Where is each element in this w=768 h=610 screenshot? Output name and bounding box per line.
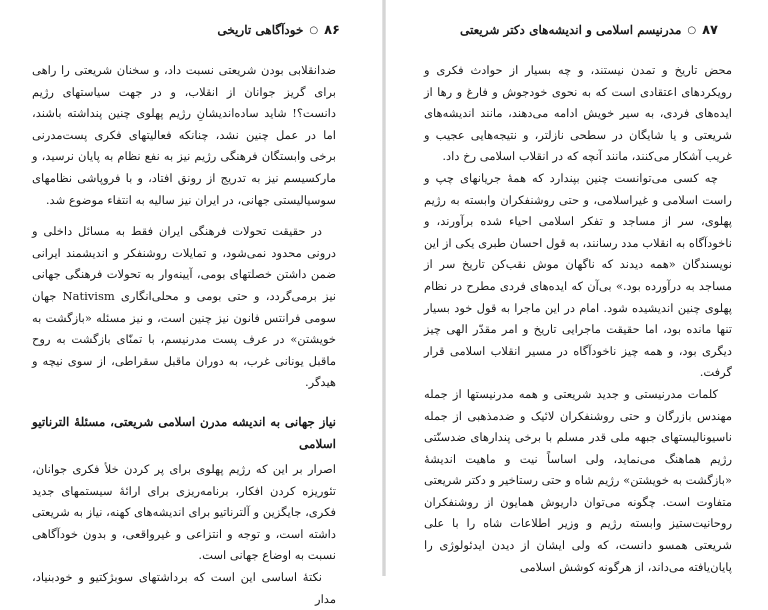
right-page xyxy=(384,0,768,576)
left-page xyxy=(0,0,384,606)
section-paragraph-2: نکتهٔ اساسی این است که برداشتهای سوبژکتیو و خودبنیاد، مدار xyxy=(32,570,336,606)
left-running-header xyxy=(217,20,340,40)
right-page-number: ۸۷ xyxy=(702,22,718,38)
right-page-body xyxy=(424,60,732,578)
left-running-head-title: خودآگاهی تاریخی xyxy=(217,23,304,37)
right-paragraph-2: چه کسی می‌توانست چنین بپندارد که همهٔ جریانهای چپ و راست اسلامی و غیراسلامی، و حتی روشنفکران وابسته به رژیم پهلوی، سر از مساجد و تفکر اسلامی احیاء شده برآورند، و ناخودآگاه به انقلاب مدد رسانند، به قول احسان طبری یکی از این نویسندگان «همه دیدند که ناگهان موش نقب‌کن تاریخ سر از مساجد به درآورده بود.» بی‌آن که ایده‌های فردی مطرح در نظام پهلوی چنین اندیشیده شود. امام در این ماجرا به قول خود بسیار تنها مانده بود، اما حقیقت ماجرایی تاریخ و امر مقدّر الهی چیز دیگری بود، و همه چیز ناخودآگاه در مسیر انقلاب اسلامی قرار گرفت. xyxy=(424,170,732,380)
left-paragraph-2: در حقیقت تحولات فرهنگی ایران فقط به مسائل داخلی و درونی محدود نمی‌شود، و تمایلات روشنفکر و اندیشمند ایرانی ضمن داشتن خصلتهای بومی، آیینه‌وار به تحولات فرهنگی جهانی نیز برمی‌گردد، و حتی بومی و محلی‌انگاری Nativism جهان سومی فرانتس فانون نیز چنین است، و نیز مسئله «بازگشت به خویشتن» در عرف پست مدرنیسم، با تمنّای بازگشت به روح ماقبل یونانی غرب، به دوران ماقبل سقراطی، از سوی نیچه و هیدگر. xyxy=(32,224,337,390)
right-paragraph-1: محض تاریخ و تمدن نیستند، و چه بسیار از حوادث فکری و رویکردهای اعتقادی است که به نحوی خودجوش و فارغ و رها از ایده‌های فردی، به سیر خویش ادامه می‌دهند، مانند اندیشه‌های شریعتی و یا شایگان در سطحی نازلتر، و نتیجه‌هایی عجیب و غریب آشکار می‌کنند، مانند آنچه که در انقلاب اسلامی رخ داد. xyxy=(424,63,732,164)
header-bullet-icon: ○ xyxy=(687,24,697,36)
left-page-body xyxy=(32,60,336,610)
header-bullet-icon: ○ xyxy=(309,24,319,36)
right-running-head-title: مدرنیسم اسلامی و اندیشه‌های دکتر شریعتی xyxy=(460,23,682,37)
right-paragraph-3: کلمات مدرنیستی و جدید شریعتی و همه مدرنیستها از جمله مهندس بازرگان و حتی روشنفکران لائیک و ضدمذهبی از جمله ناسیونالیستهای جبهه ملی قدر مسلم با برخی پندارهای ضدسنّتی رژیم هماهنگ می‌نماید، ولی اساساً نیت و ماهیت اندیشهٔ «بازگشت به خویشتن» رژیم شاه و حتی رستاخیر و دکتر شریعتی متفاوت است. چگونه می‌توان داریوش همایون از روشنفکران روحانیت‌ستیز وابسته رژیم و وزیر اطلاعات شاه را با علی شریعتی همسو دانست، که ولی ایشان از دیدن ایدئولوژی را پایان‌یافته می‌داند، از هرگونه کوشش اسلامی xyxy=(424,386,732,574)
left-paragraph-1: ضدانقلابی بودن شریعتی نسبت داد، و سخنان شریعتی را راهی برای گریز جوانان از انقلاب، و در جهت سیاستهای رژیم دانست؟! شاید ساده‌اندیشانِ رژیم پهلوی چنین پنداشته باشند، اما در عمل چنین نشد، چنانکه فعالیتهای فکری پست‌مدرنی برخی وابستگان فرهنگی رژیم نیز به نفع نظام به پایان نرسید، و مارکسیسم نیز به تدریج از رونق افتاد، و با فروپاشی نظامهای سوسیالیستی جهانی، در ایران نیز سالیه به انتفاء موضوع شد. xyxy=(32,63,336,207)
section-heading: نیاز جهانی به اندیشه مدرن اسلامی شریعتی، مسئلهٔ الترناتیو اسلامی xyxy=(32,414,336,451)
right-running-header xyxy=(460,20,718,40)
left-page-number: ۸۶ xyxy=(324,22,340,38)
section-paragraph-1: اصرار بر این که رژیم پهلوی برای پر کردن خلأ فکری جوانان، تئوریزه کردن افکار، برنامه‌ریزی برای ارائهٔ سیستمهای جدید فکری، جایگزین و آلترناتیو برای اندیشه‌های کهنه، نیاز به شریعتی داشته است، و توجه و انتزاعی و غیرواقعی، و بدون خودآگاهی نسبت به اوضاع جهانی است. xyxy=(32,462,336,563)
